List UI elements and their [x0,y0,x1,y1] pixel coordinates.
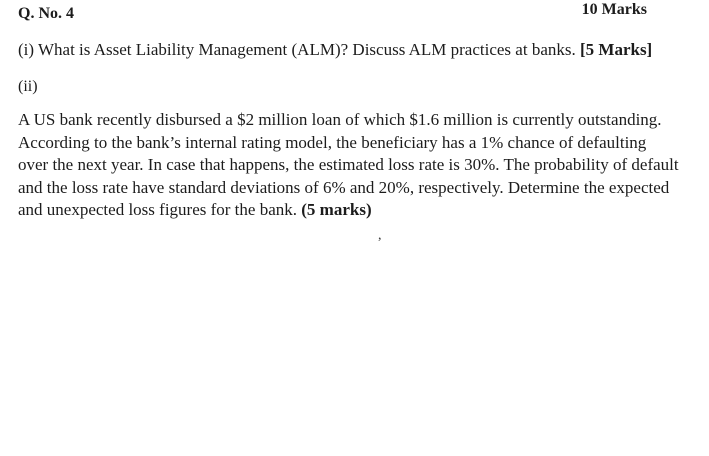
question-line: and the loss rate have standard deviations of 6% and 20%, respectively. Determine the expected [18,177,670,197]
stray-mark: , [378,228,382,243]
question-number: Q. No. 4 [18,5,74,22]
question-line: and unexpected loss figures for the bank. [18,200,297,219]
part-i-question [18,40,652,60]
question-last-line [18,199,698,222]
part-ii-question [18,109,698,222]
part-i-text: (i) What is Asset Liability Management (ALM)? Discuss ALM practices at banks. [18,40,576,59]
part-ii-marks: (5 marks) [301,200,372,219]
total-marks: 10 Marks [581,1,647,18]
part-i-marks: [5 Marks] [579,40,653,59]
part-ii-label: (ii) [18,78,38,95]
question-line: A US bank recently disbursed a $2 million loan of which $1.6 million is currently outstanding. [18,110,662,129]
question-line: According to the bank’s internal rating model, the beneficiary has a 1% chance of defaulting [18,132,647,152]
question-line: over the next year. In case that happens, the estimated loss rate is 30%. The probability of default [18,155,679,174]
